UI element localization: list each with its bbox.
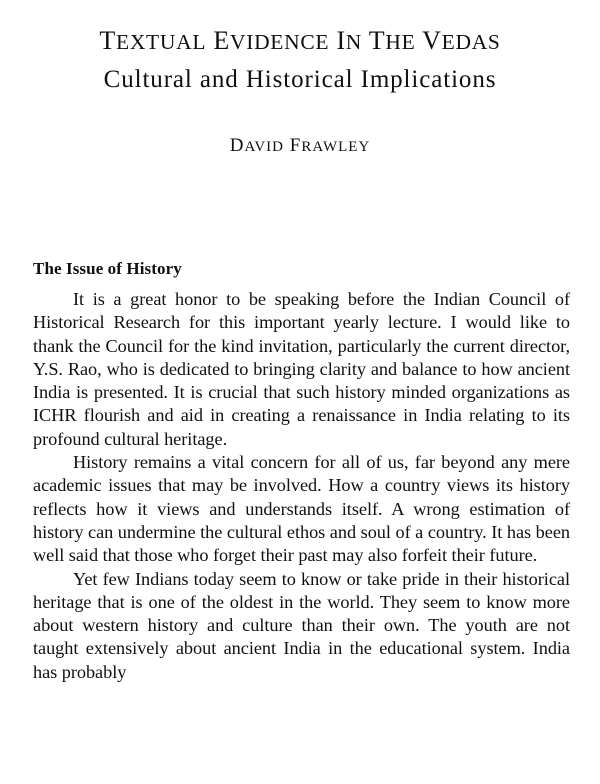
author-block <box>0 134 600 159</box>
paragraph: History remains a vital concern for all of us, far beyond any mere academic issues that may be involved. How a country views its history reflects how it views and understands itself. A wrong estimation of history can undermine the cultural ethos and soul of a country. It has been well said that those who forget their past may also forfeit their future. <box>33 452 570 566</box>
title-word-rest: EXTUAL <box>116 30 207 54</box>
author-word <box>290 135 371 156</box>
section-heading: The Issue of History <box>33 259 182 278</box>
title-word <box>422 26 500 55</box>
title-word-cap: V <box>422 26 442 55</box>
paragraph: Yet few Indians today seem to know or take pride in their historical heritage that is one of the oldest in the world. They seem to know more about western history and culture than their own. The youth are not taught extensively about ancient India in the educational system. India has probably <box>33 568 570 682</box>
title-word-cap: T <box>99 26 116 55</box>
author-word-rest: AVID <box>244 139 284 155</box>
author-word-rest: RAWLEY <box>301 139 371 155</box>
author-word <box>230 135 284 156</box>
title-word <box>99 26 206 55</box>
author-word-cap: D <box>229 135 245 156</box>
title-word <box>369 26 416 55</box>
title-word-rest: HE <box>385 30 416 54</box>
title-word-rest: VIDENCE <box>229 30 330 54</box>
title-word-cap: E <box>213 26 230 55</box>
title-word-rest: N <box>345 30 363 54</box>
paragraph: It is a great honor to be speaking before the Indian Council of Historical Research for this important yearly lecture. I would like to thank the Council for the kind invitation, particularly the current director, Y.S. Rao, who is dedicated to bringing clarity and balance to how ancient India is presented. It is crucial that such history minded organizations as ICHR flourish and aid in creating a renaissance in India relating to its profound cultural heritage. <box>33 289 570 449</box>
author-word-cap: F <box>289 135 302 156</box>
page-title <box>0 24 600 59</box>
author-name <box>0 134 600 159</box>
page-subtitle: Cultural and Historical Implications <box>103 66 497 93</box>
body-text <box>33 258 570 684</box>
title-block <box>0 24 600 96</box>
title-word-cap: I <box>336 26 346 55</box>
title-word-cap: T <box>368 26 386 55</box>
title-word <box>336 26 362 55</box>
title-word <box>213 26 329 55</box>
title-word-rest: EDAS <box>441 30 501 54</box>
